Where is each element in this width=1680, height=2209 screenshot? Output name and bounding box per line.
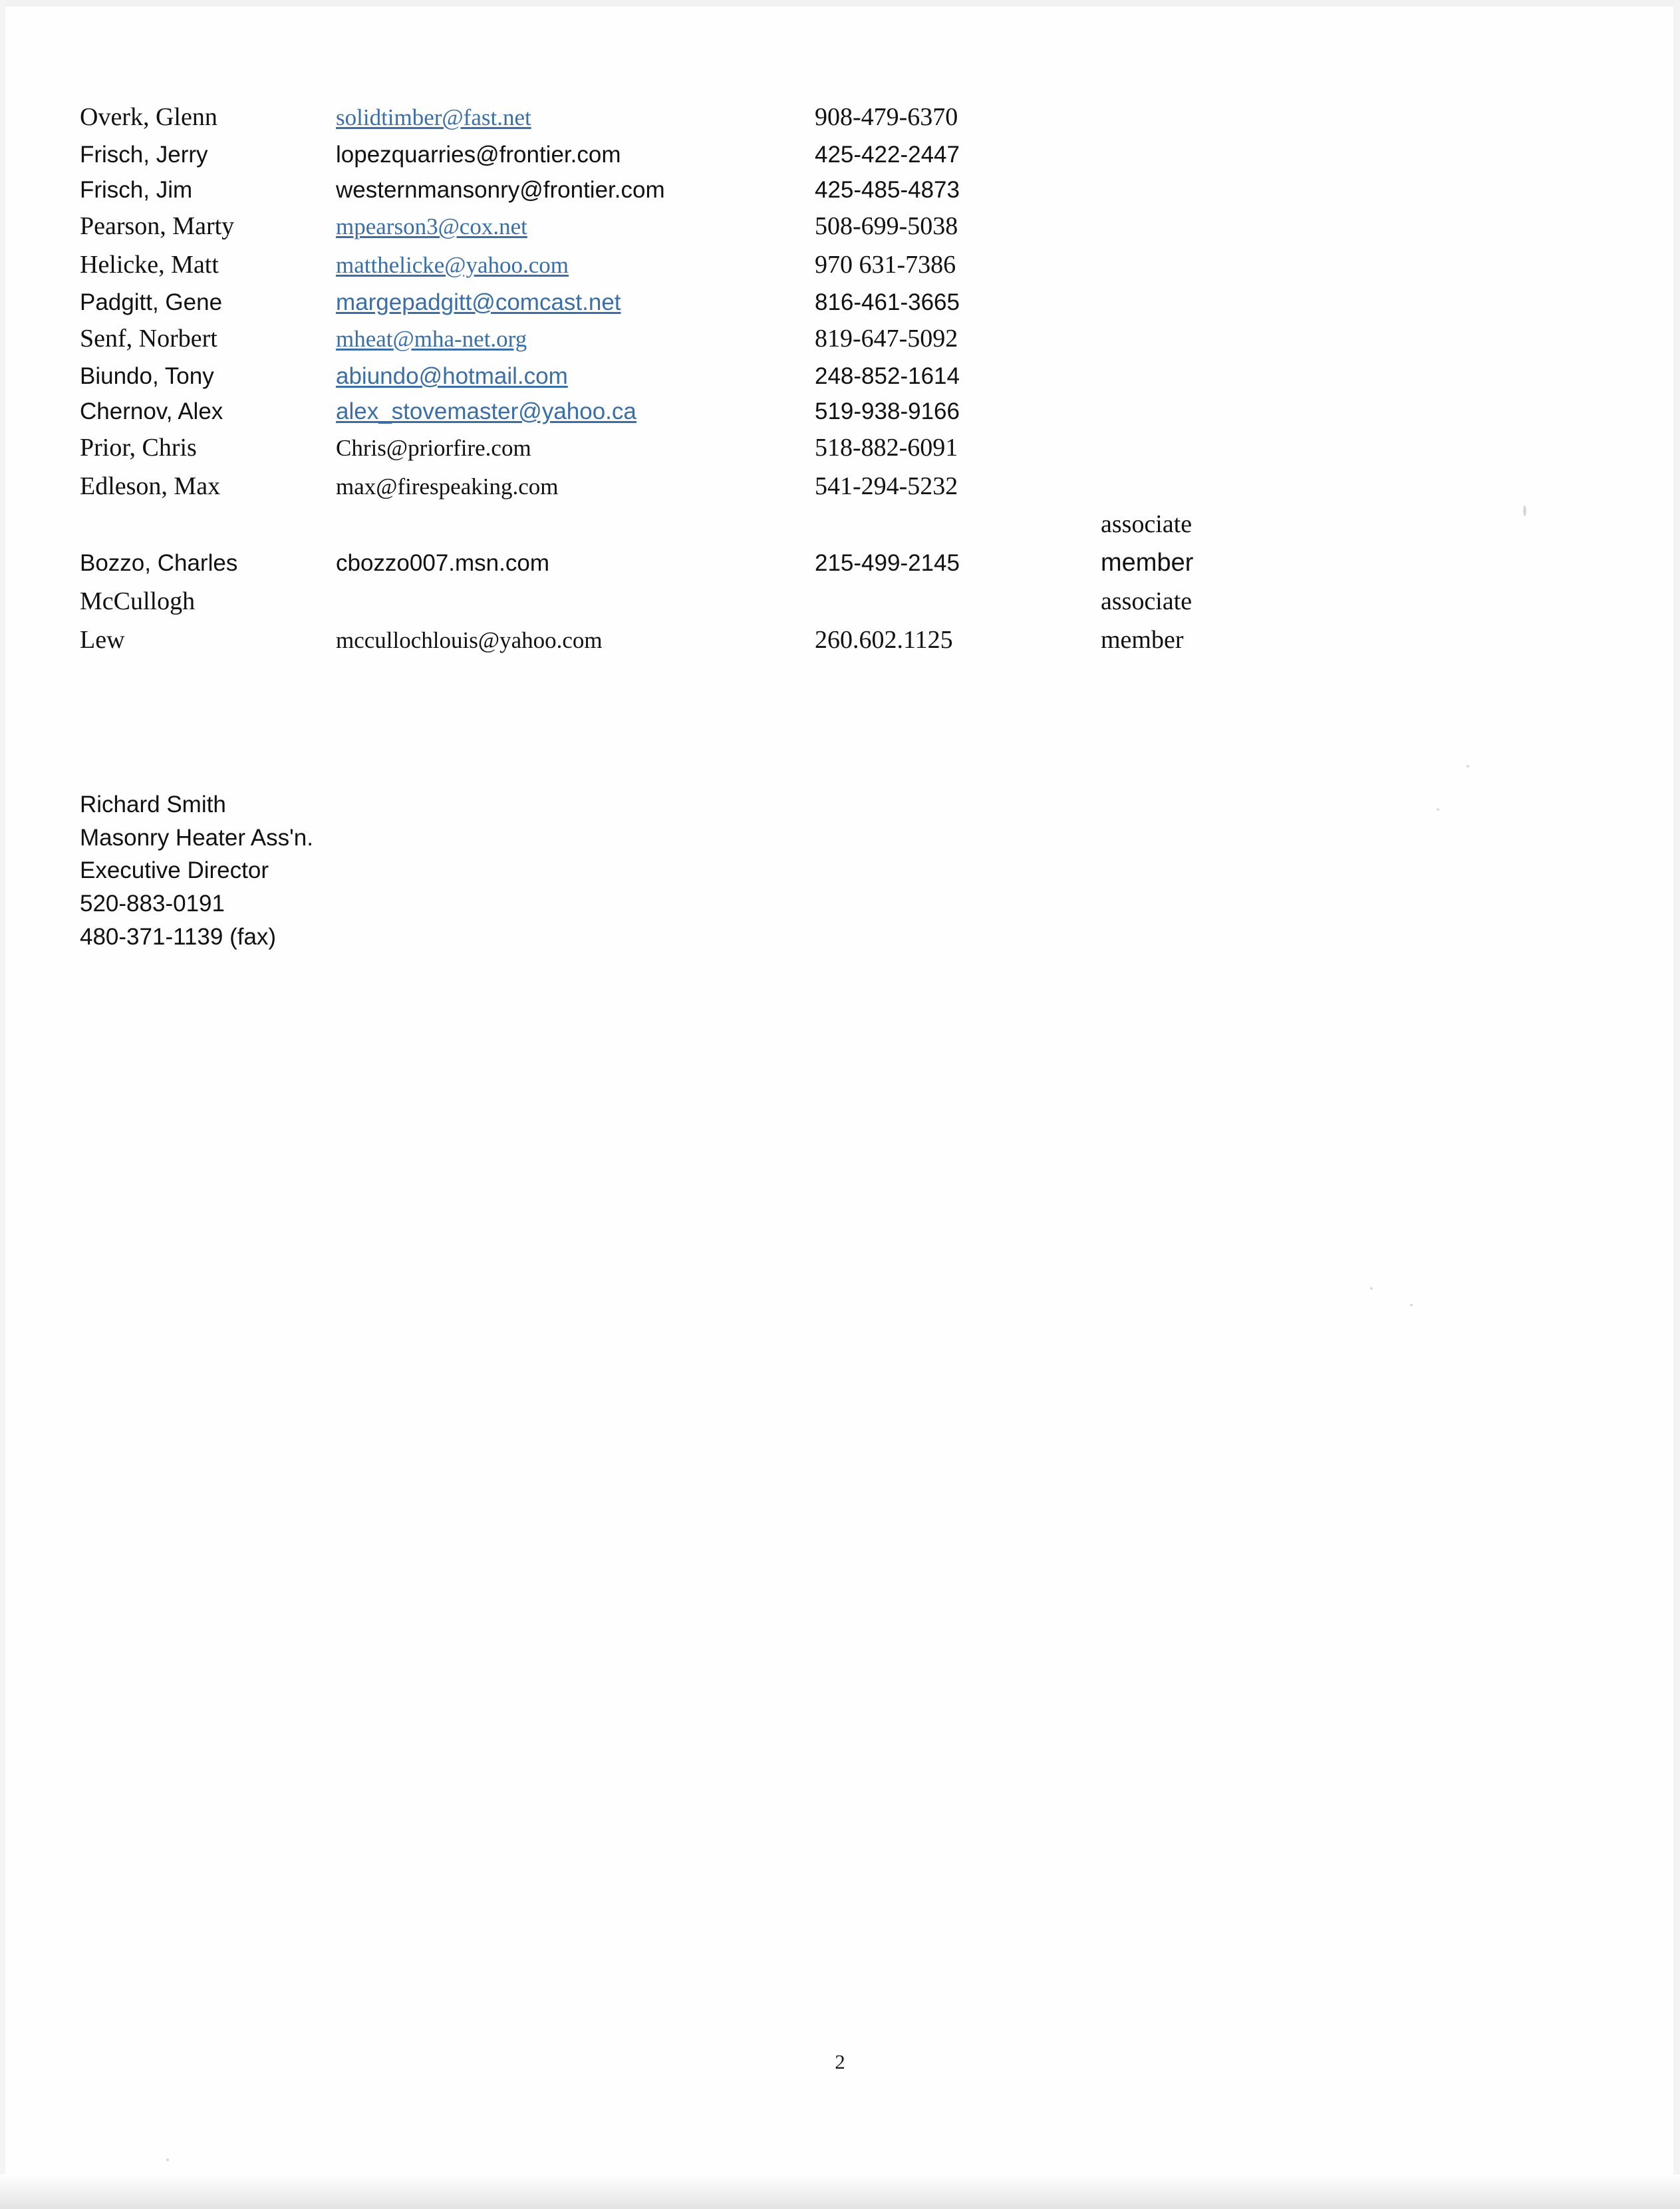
spacer-row — [80, 506, 1250, 544]
contact-name: Frisch, Jerry — [80, 141, 208, 168]
contact-name: McCullogh — [80, 587, 196, 615]
table-row — [80, 394, 1250, 429]
contact-email[interactable] — [336, 621, 815, 660]
associate-note-line: associate — [1101, 587, 1192, 615]
scan-speck — [1410, 1304, 1413, 1306]
contact-note — [1101, 98, 1250, 137]
contact-name: Overk, Glenn — [80, 103, 217, 131]
contact-note — [1101, 285, 1250, 320]
contact-phone: 260.602.1125 — [815, 625, 953, 654]
contact-phone: 970 631-7386 — [815, 250, 956, 279]
page-edge-top — [0, 0, 1680, 7]
contact-email-link[interactable]: abiundo@hotmail.com — [336, 363, 568, 389]
contact-phone: 908-479-6370 — [815, 103, 958, 131]
page-edge-right — [1673, 0, 1680, 2209]
contact-email — [336, 583, 815, 621]
contact-phone: 425-422-2447 — [815, 141, 960, 168]
contact-name: Bozzo, Charles — [80, 550, 238, 577]
signature-title: Executive Director — [80, 857, 269, 884]
contact-email-link[interactable]: margepadgitt@comcast.net — [336, 289, 621, 315]
contact-email-link[interactable]: mheat@mha-net.org — [336, 325, 527, 352]
contact-name: Padgitt, Gene — [80, 289, 223, 315]
contact-note — [1101, 394, 1250, 429]
contact-email-link[interactable]: mpearson3@cox.net — [336, 214, 527, 240]
contact-email[interactable] — [336, 98, 815, 137]
contact-table — [80, 98, 1250, 659]
contact-note — [1101, 320, 1250, 359]
contact-email[interactable] — [336, 544, 815, 583]
contact-phone: 518-882-6091 — [815, 433, 958, 462]
contact-email[interactable] — [336, 394, 815, 429]
contact-email-link[interactable]: alex_stovemaster@yahoo.ca — [336, 398, 636, 424]
contact-phone: 508-699-5038 — [815, 212, 958, 241]
contact-phone: 819-647-5092 — [815, 324, 958, 353]
table-row — [80, 172, 1250, 208]
signature-fax: 480-371-1139 (fax) — [80, 923, 277, 950]
table-row — [80, 583, 1250, 621]
table-row — [80, 359, 1250, 394]
table-row — [80, 98, 1250, 137]
table-row — [80, 246, 1250, 285]
scan-speck — [166, 2158, 169, 2161]
contact-email[interactable] — [336, 285, 815, 320]
contact-phone: 425-485-4873 — [815, 176, 960, 203]
table-row — [80, 621, 1250, 660]
contact-phone: 519-938-9166 — [815, 398, 960, 424]
signature-name: Richard Smith — [80, 792, 226, 817]
contact-name: Helicke, Matt — [80, 250, 219, 279]
contact-name: Biundo, Tony — [80, 363, 214, 389]
scan-speck — [1370, 1287, 1373, 1290]
contact-name: Prior, Chris — [80, 433, 197, 462]
contact-note — [1101, 359, 1250, 394]
contact-phone: 215-499-2145 — [815, 550, 960, 577]
contact-note — [1101, 208, 1250, 246]
contact-email-text: Chris@priorfire.com — [336, 434, 531, 461]
contact-phone: 816-461-3665 — [815, 289, 960, 315]
contact-name: Chernov, Alex — [80, 398, 223, 424]
contact-email-text: lopezquarries@frontier.com — [336, 141, 621, 168]
contact-name: Lew — [80, 625, 125, 654]
contact-note — [1101, 246, 1250, 285]
contact-note — [1101, 137, 1250, 172]
contact-phone: 541-294-5232 — [815, 472, 958, 500]
page-number: 2 — [835, 2050, 845, 2073]
table-row — [80, 429, 1250, 468]
signature-phone: 520-883-0191 — [80, 891, 225, 917]
contact-email-text: westernmansonry@frontier.com — [336, 176, 665, 203]
spacer-cell — [80, 506, 336, 544]
signature-org: Masonry Heater Ass'n. — [80, 824, 313, 851]
contact-email-link[interactable]: solidtimber@fast.net — [336, 104, 531, 130]
contact-note — [1101, 429, 1250, 468]
contact-name: Pearson, Marty — [80, 212, 235, 241]
contact-note — [1101, 172, 1250, 208]
contact-email-text: max@firespeaking.com — [336, 473, 559, 500]
contact-email-link[interactable]: matthelicke@yahoo.com — [336, 251, 569, 278]
associate-note-line: member — [1101, 549, 1194, 577]
scan-speck — [1467, 765, 1469, 768]
table-row — [80, 544, 1250, 583]
contact-email[interactable] — [336, 246, 815, 285]
contact-email-text: cbozzo007.msn.com — [336, 550, 549, 577]
table-row — [80, 320, 1250, 359]
page-edge-left — [0, 0, 5, 2209]
associate-note-line: associate — [1101, 510, 1192, 539]
contact-email[interactable] — [336, 468, 815, 506]
contact-email[interactable] — [336, 320, 815, 359]
spacer-cell — [815, 506, 1101, 544]
spacer-cell — [336, 506, 815, 544]
contact-email[interactable] — [336, 137, 815, 172]
contact-email[interactable] — [336, 172, 815, 208]
contact-email[interactable] — [336, 359, 815, 394]
table-row — [80, 137, 1250, 172]
contact-email[interactable] — [336, 208, 815, 246]
scan-speck — [1437, 808, 1439, 811]
associate-note-line: member — [1101, 625, 1184, 654]
contact-name: Frisch, Jim — [80, 176, 193, 203]
contact-note — [1101, 468, 1250, 506]
scan-speck — [1523, 506, 1526, 516]
signature-block — [80, 788, 313, 953]
contact-phone: 248-852-1614 — [815, 363, 960, 389]
table-row — [80, 208, 1250, 246]
contact-name: Edleson, Max — [80, 472, 221, 500]
contact-name: Senf, Norbert — [80, 324, 217, 353]
table-row — [80, 285, 1250, 320]
contact-email-text: mccullochlouis@yahoo.com — [336, 627, 603, 653]
contact-table-body — [80, 98, 1250, 659]
contact-email[interactable] — [336, 429, 815, 468]
page-edge-bottom — [0, 2174, 1680, 2209]
table-row — [80, 468, 1250, 506]
contact-phone — [815, 583, 1101, 621]
